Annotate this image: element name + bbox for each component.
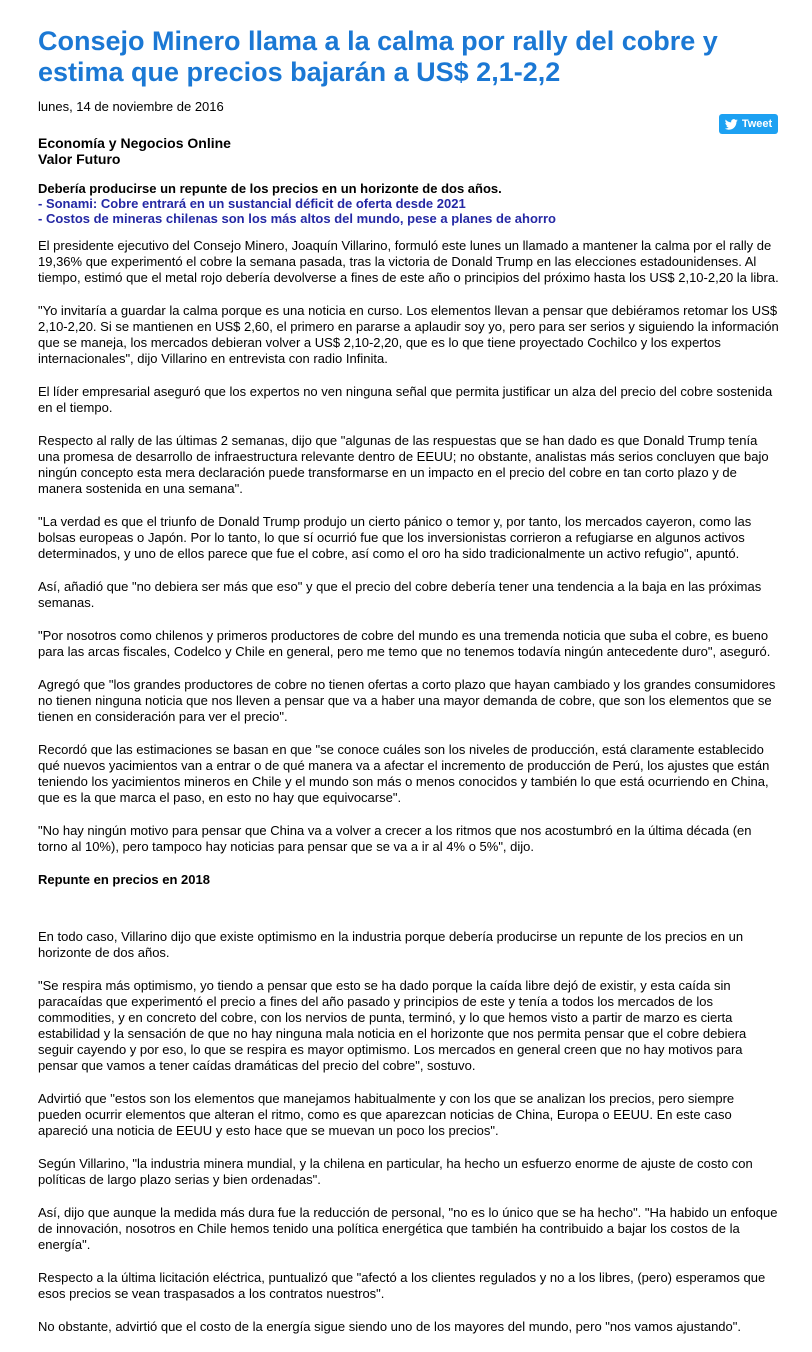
byline [38, 135, 638, 167]
body-paragraph: "Por nosotros como chilenos y primeros productores de cobre del mundo es una tremenda noticia que suba el cobre, es bueno para las arcas fiscales, Codelco y Chile en general, pero me temo que no tenemos todavía ningún antecedente duro", aseguró. [38, 628, 771, 659]
article-body [38, 238, 780, 1352]
twitter-bird-icon [725, 119, 738, 130]
body-paragraph: El presidente ejecutivo del Consejo Minero, Joaquín Villarino, formuló este lunes un llamado a mantener la calma por el rally de 19,36% que experimentó el cobre la semana pasada, tras la victoria de Donald Trump en las elecciones estadounidenses. Al tiempo, estimó que el metal rojo debería devolverse a fines de este año o principios del próximo hasta los US$ 2,10-2,20 la libra. [38, 238, 779, 285]
related-link-sonami[interactable]: - Sonami: Cobre entrará en un sustancial déficit de oferta desde 2021 [38, 196, 466, 211]
body-paragraph: El líder empresarial aseguró que los expertos no ven ninguna señal que permita justificar un alza del precio del cobre sostenida en el tiempo. [38, 384, 773, 415]
lead-text: Debería producirse un repunte de los precios en un horizonte de dos años. [38, 181, 502, 196]
body-paragraph: Así, añadió que "no debiera ser más que eso" y que el precio del cobre debería tener una tendencia a la baja en las próximas semanas. [38, 579, 762, 610]
body-paragraph: Recordó que las estimaciones se basan en que "se conoce cuáles son los niveles de producción, está claramente establecido qué nuevos yacimientos van a entrar o de qué manera va a afectar el incremento de producción de Perú, los ajustes que están teniendo los yacimientos mineros en Chile y el mundo son más o menos conocidos y también lo que está ocurriendo en China, que es la que marca el paso, en esto no hay que equivocarse". [38, 742, 770, 805]
body-paragraph: Respecto a la última licitación eléctrica, puntualizó que "afectó a los clientes regulados y no a los libres, (pero) esperamos que esos precios se vean traspasados a los contratos nuestros". [38, 1270, 766, 1301]
article-summary [38, 181, 778, 226]
body-paragraph: En todo caso, Villarino dijo que existe optimismo en la industria porque debería producirse un repunte de los precios en un horizonte de dos años. [38, 929, 744, 960]
body-paragraph: Advirtió que "estos son los elementos que manejamos habitualmente y con los que se analizan los precios, pero siempre pueden ocurrir elementos que alteran el ritmo, como es que aparezcan noticias de China, Europa o EEUU. En este caso apareció una noticia de EEUU y esto hace que se muevan un poco los precios". [38, 1091, 735, 1138]
tweet-button[interactable] [719, 114, 778, 134]
body-paragraph: Según Villarino, "la industria minera mundial, y la chilena en particular, ha hecho un esfuerzo enorme de ajuste de costo con políticas de largo plazo serias y bien ordenadas". [38, 1156, 753, 1187]
article-subheading: Repunte en precios en 2018 [38, 872, 210, 887]
body-paragraph: "La verdad es que el triunfo de Donald Trump produjo un cierto pánico o temor y, por tanto, los mercados cayeron, como las bolsas europeas o Japón. Por lo tanto, lo que sí ocurrió fue que los inversionistas corrieron a refugiarse en algunos activos determinados, y uno de ellos parece que fue el cobre, así como el oro ha sido tradicionalmente un activo refugio", apuntó. [38, 514, 752, 561]
body-paragraph: No obstante, advirtió que el costo de la energía sigue siendo uno de los mayores del mundo, pero "nos vamos ajustando". [38, 1319, 741, 1334]
body-paragraph: Agregó que "los grandes productores de cobre no tienen ofertas a corto plazo que hayan cambiado y los grandes consumidores no tienen ninguna noticia que nos lleven a pensar que va a haber una mayor demanda de cobre, que son los elementos que se tienen en consideración para ver el precio". [38, 677, 776, 724]
author-name: Valor Futuro [38, 151, 121, 167]
section-name: Economía y Negocios Online [38, 135, 231, 151]
article-title: Consejo Minero llama a la calma por rally del cobre y estima que precios bajarán a US$ 2,1-2,2 [38, 26, 718, 87]
publication-date: lunes, 14 de noviembre de 2016 [38, 99, 224, 114]
body-paragraph: Respecto al rally de las últimas 2 semanas, dijo que "algunas de las respuestas que se han dado es que Donald Trump tenía una promesa de desarrollo de infraestructura relevante dentro de EEUU; no obstante, analistas más serios concluyen que bajo ningún concepto esta mera declaración puede transformarse en un impacto en el precio del cobre en tan corto plazo y de manera sostenida en una semana". [38, 433, 769, 496]
body-paragraph: "Se respira más optimismo, yo tiendo a pensar que esto se ha dado porque la caída libre dejó de existir, y esta caída sin paracaídas que experimentó el precio a fines del año pasado y principios de este y tenía a todos los mercados de los commodities, y en concreto del cobre, con los nervios de punta, terminó, y lo que hemos visto a partir de marzo es cierta estabilidad y la sensación de que no hay ninguna mala noticia en el horizonte que nos permita pensar que el cobre debiera seguir cayendo y por eso, lo que se respira es mayor optimismo. Los mercados en general creen que no hay motivos para pensar que vamos a tener caídas dramáticas del precio del cobre", sostuvo. [38, 978, 747, 1073]
body-paragraph: "Yo invitaría a guardar la calma porque es una noticia en curso. Los elementos llevan a pensar que debiéramos retomar los US$ 2,10-2,20. Si se mantienen en US$ 2,60, el primero en pararse a aplaudir soy yo, pero para ser serios y siguiendo la información que se maneja, los mercados debieran volver a US$ 2,10-2,20, que es lo que tiene proyectado Cochilco y los expertos internacionales", dijo Villarino en entrevista con radio Infinita. [38, 303, 779, 366]
tweet-label: Tweet [741, 118, 773, 130]
body-paragraph: "No hay ningún motivo para pensar que China va a volver a crecer a los ritmos que nos acostumbró en la última década (en torno al 10%), pero tampoco hay noticias para pensar que se va a ir al 4% o 5%", dijo. [38, 823, 752, 854]
related-link-costos[interactable]: - Costos de mineras chilenas son los más altos del mundo, pese a planes de ahorro [38, 211, 556, 226]
body-paragraph: Así, dijo que aunque la medida más dura fue la reducción de personal, "no es lo único que se ha hecho". "Ha habido un enfoque de innovación, nosotros en Chile hemos tenido una política energética que también ha contribuido a bajar los costos de la energía". [38, 1205, 778, 1252]
